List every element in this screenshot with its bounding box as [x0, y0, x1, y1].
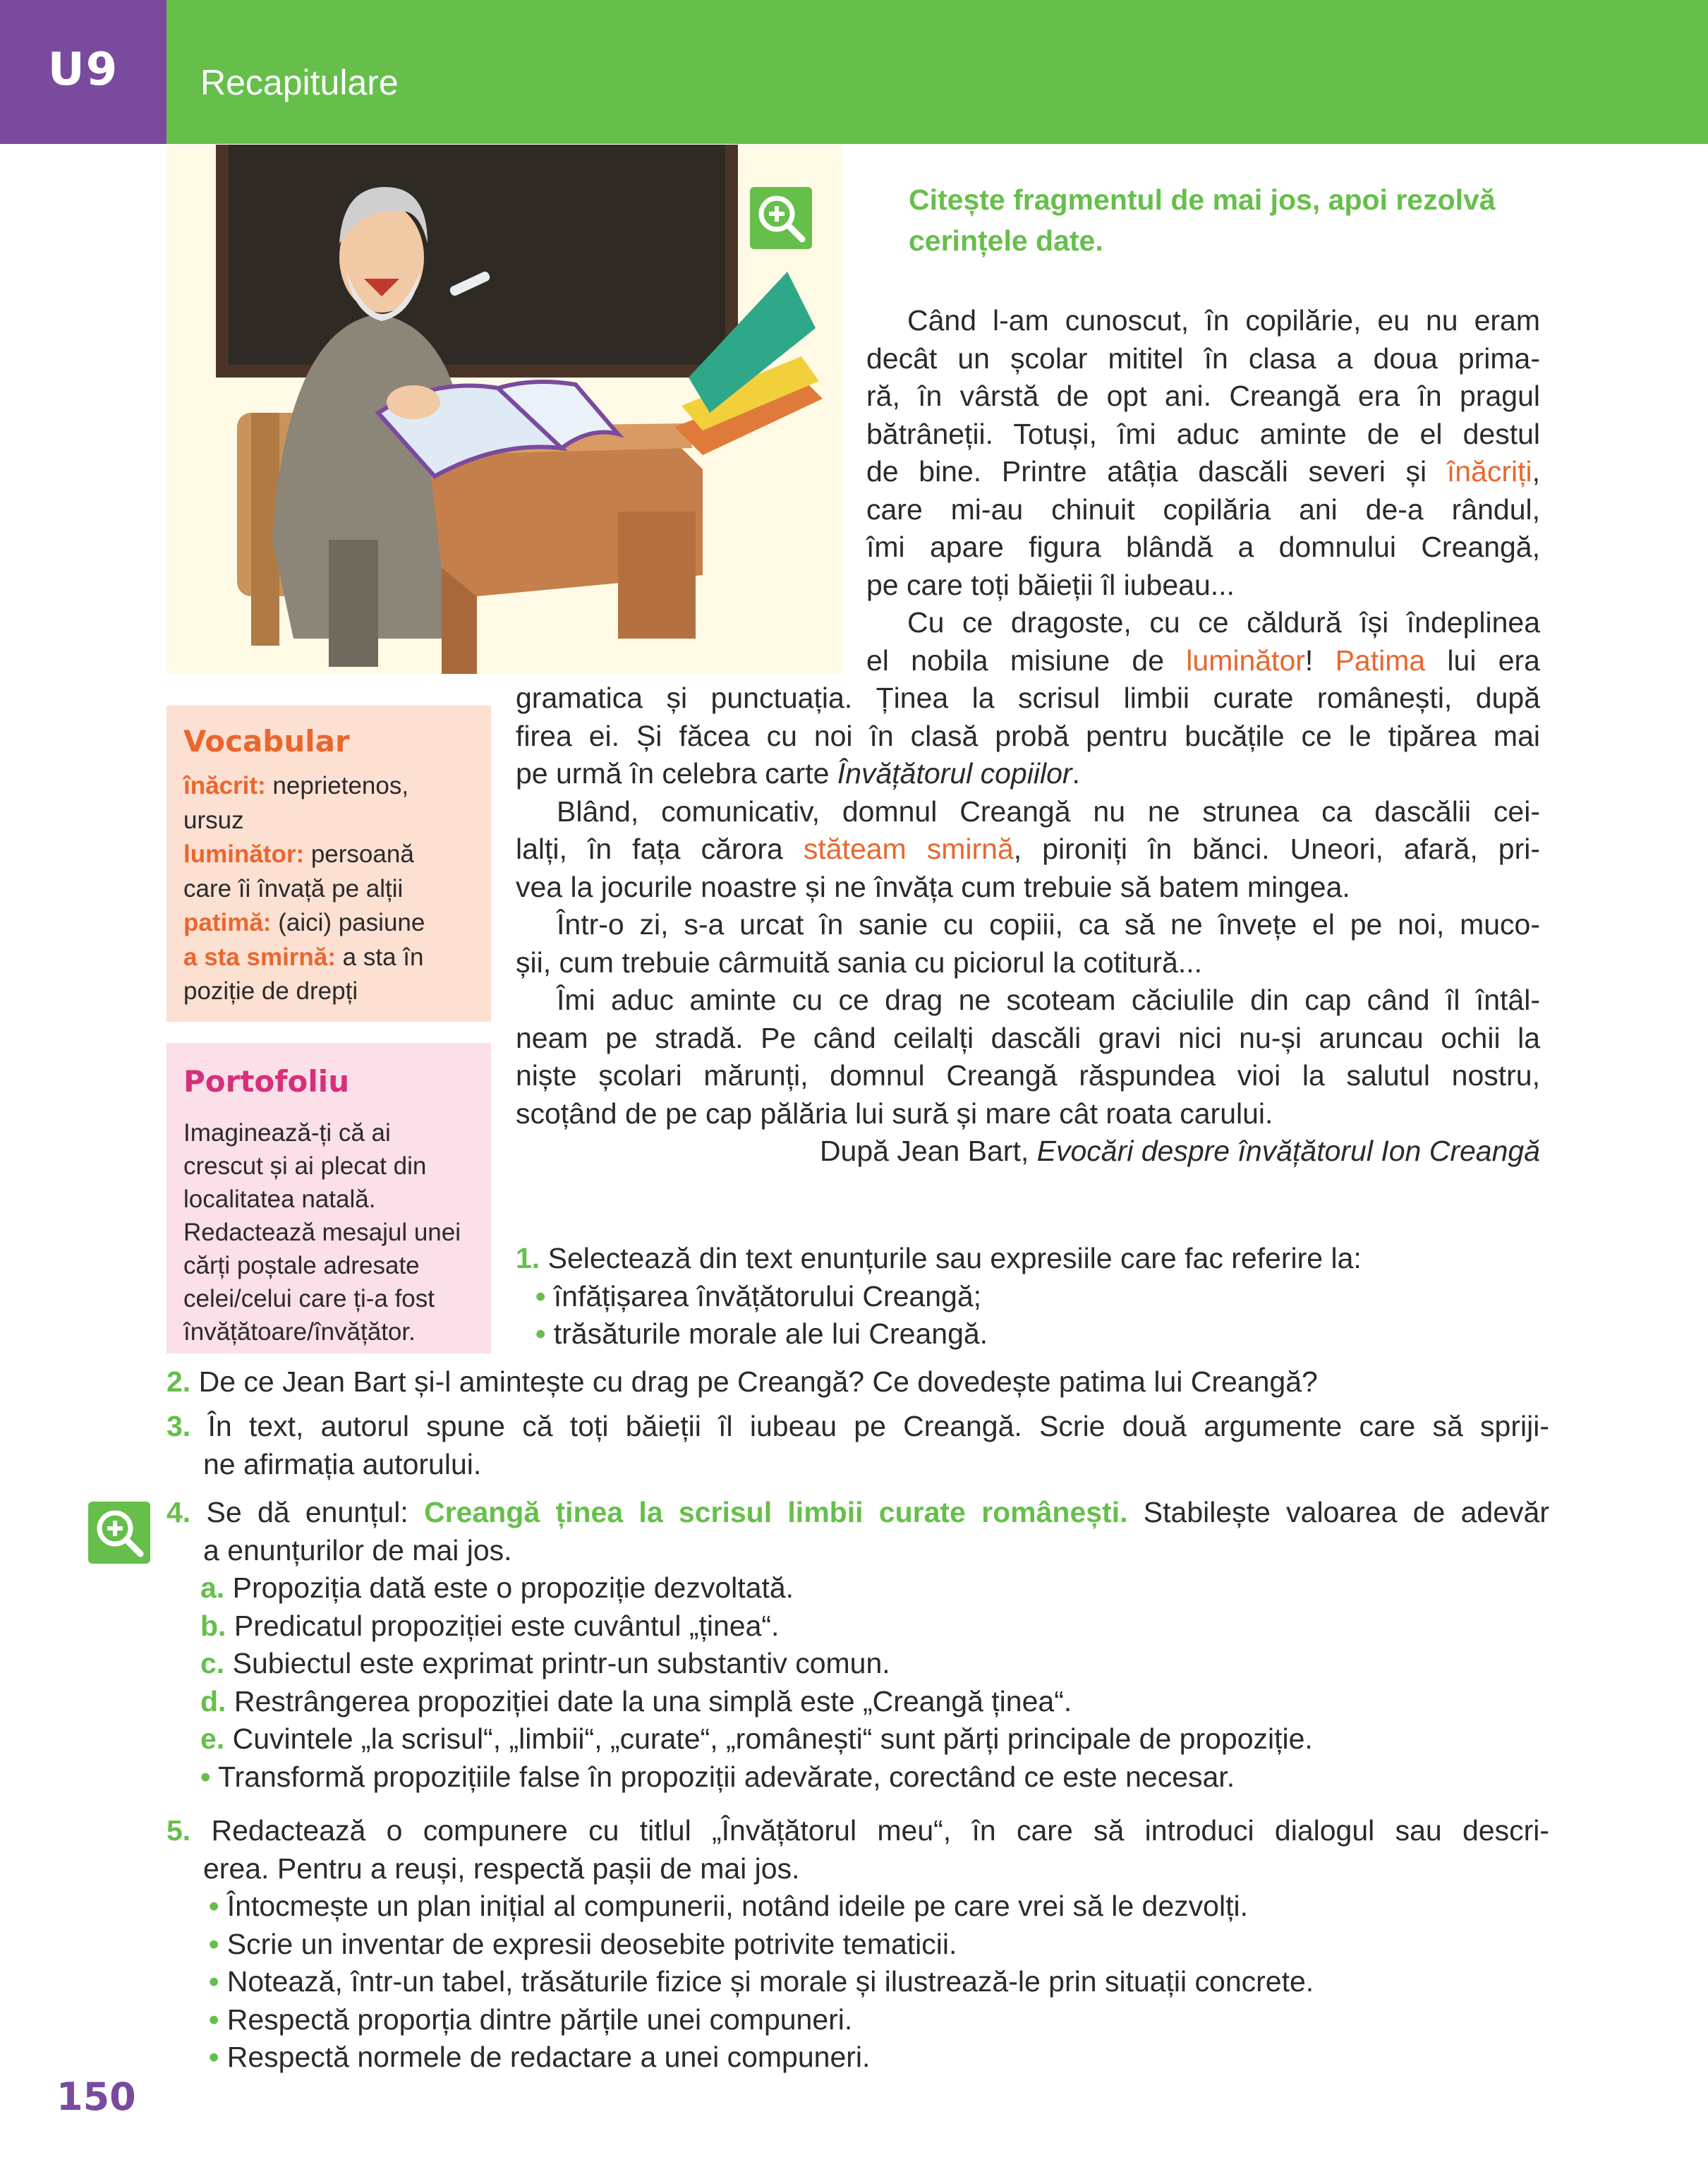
bullet-icon: • [209, 2041, 219, 2073]
text-line: îmi apare figura blândă a domnului Creangă, [866, 531, 1540, 563]
bullet-icon: • [535, 1317, 546, 1350]
text-line: lalți, în fața cărora stăteam smirnă, pironiți în bănci. Uneori, afară, pri- [516, 833, 1540, 865]
instruction-intro: Citește fragmentul de mai jos, apoi rezolvă cerințele date. [909, 183, 1496, 257]
zoom-in-icon[interactable] [88, 1502, 150, 1564]
zoom-in-icon[interactable] [750, 187, 812, 249]
reading-text-narrow [866, 302, 1540, 680]
teacher-illustration [166, 145, 842, 674]
text-line: ră, în vârstă de opt ani. Creangă era în pragul [866, 380, 1540, 412]
text-line: neam pe stradă. Pe când ceilalți dascăli gravi nici nu-și aruncau ochii la [516, 1021, 1540, 1054]
text-line: gramatica și punctuația. Ținea la scrisul limbii curate românești, după [516, 682, 1540, 714]
highlighted-sentence: Creangă ținea la scrisul limbii curate românești. [424, 1496, 1128, 1528]
text-line: decât un școlar mititel în clasa a doua prima- [866, 342, 1540, 375]
text-line: Când l-am cunoscut, în copilărie, eu nu eram [907, 304, 1540, 337]
question-2: 2. De ce Jean Bart și-l amintește cu drag pe Creangă? Ce dovedește patima lui Creangă? [166, 1365, 1318, 1398]
source-citation: După Jean Bart, Evocări despre învățătorul Ion Creangă [819, 1135, 1540, 1167]
vocabulary-box [166, 706, 491, 1022]
text-line: pe urmă în celebra carte Învățătorul copiilor. [516, 757, 1080, 790]
text-line: niște școlari mărunți, domnul Creangă răspundea vioi la salutul nostru, [516, 1059, 1540, 1092]
bullet-icon: • [209, 2003, 219, 2036]
vocab-word: Patima [1335, 644, 1426, 677]
text-line: pe care toți băieții îl iubeau... [866, 568, 1235, 601]
vocabulary-title: Vocabular [183, 724, 350, 759]
text-line: Cu ce dragoste, cu ce căldură își îndeplinea [907, 606, 1540, 639]
text-line: șii, cum trebuie cârmuită sania cu piciorul la cotitură... [516, 946, 1203, 979]
text-line: firea ei. Și făcea cu noi în clasă probă pentru bucățile ce le tipărea mai [516, 719, 1540, 752]
text-line: Într-o zi, s-a urcat în sanie cu copiii, ca să ne învețe el pe noi, muco- [557, 908, 1540, 941]
question-1: 1. Selectează din text enunțurile sau expresiile care fac referire la: • înfățișarea învățătorului Creangă; • trăsăturile morale ale lui Creangă. [516, 1242, 1362, 1350]
bullet-icon: • [535, 1279, 546, 1312]
teacher-at-desk-image [166, 145, 842, 674]
unit-label: U9 [47, 44, 119, 96]
text-line: vea la jocurile noastre și ne învăța cum trebuie să batem mingea. [516, 870, 1350, 903]
text-line: care mi-au chinuit copilăria ani de-a rândul, [866, 493, 1540, 526]
text-line: Blând, comunicativ, domnul Creangă nu ne strunea ca dascălii cei- [557, 795, 1540, 828]
bullet-icon: • [209, 1927, 219, 1960]
vocab-word: stăteam smirnă [803, 833, 1014, 865]
text-line: de bine. Printre atâția dascăli severi și înăcriți, [866, 455, 1540, 488]
vocabulary-list: înăcrit: neprietenos, ursuz luminător: persoană care îi învață pe alții patimă: (aici) pasiune a sta smirnă: a sta în poziție de drepți [183, 772, 425, 1005]
reading-text-wide [516, 680, 1540, 1171]
page-number: 150 [56, 2075, 136, 2119]
text-line: bătrâneții. Totuși, îmi aduc aminte de el destul [866, 417, 1540, 450]
page-title: Recapitulare [200, 63, 399, 102]
text-line: scoțând de pe cap pălăria lui sură și mare cât roata carului. [516, 1097, 1273, 1130]
vocab-word: înăcriți [1446, 455, 1532, 488]
text-line: Îmi aduc aminte cu ce drag ne scoteam căciulile din cap când îl întâl- [557, 984, 1540, 1016]
bullet-icon: • [200, 1760, 211, 1793]
bullet-icon: • [209, 1965, 219, 1998]
question-5: 5. Redactează o compunere cu titlul „Învățătorul meu“, în care să introduci dialogul sau descri- erea. Pentru a reuși, respectă pașii de mai jos. • Întocmește un plan inițial al compunerii, notând ideile pe care vrei să le dezvolți. • Scrie un inventar de expresii deosebite potrivite tematicii. • Notează, într-un tabel, trăsăturile fizice și morale și ilustrează-le prin situații concrete. • Respectă proporția dintre părțile unei compuneri. • Respectă normele de redactare a unei compuneri. [166, 1814, 1549, 2073]
text-line: el nobila misiune de luminător! Patima lui era [866, 644, 1540, 677]
bullet-icon: • [209, 1890, 219, 1922]
question-3: 3. În text, autorul spune că toți băieții îl iubeau pe Creangă. Scrie două argumente care să spriji- ne afirmația autorului. [166, 1410, 1549, 1480]
portfolio-text: Imaginează-ți că ai crescut și ai plecat din localitatea natală. Redactează mesajul unei cărți poștale adresate celei/celui care ți-a fost învățătoare/învățător. [183, 1119, 461, 1346]
portfolio-box [166, 1043, 491, 1353]
portfolio-title: Portofoliu [183, 1064, 350, 1099]
vocab-word: luminător [1186, 644, 1305, 677]
question-4: 4. Se dă enunțul: Creangă ținea la scrisul limbii curate românești. Stabilește valoarea de adevăr a enunțurilor de mai jos. a. Propoziția dată este o propoziție dezvoltată. b. Predicatul propoziției este cuvântul „ținea“. c. Subiectul este exprimat printr-un substantiv comun. d. Restrângerea propoziției date la una simplă este „Creangă ținea“. e. Cuvintele „la scrisul“, „limbii“, „curate“, „românești“ sunt părți principale de propoziție. • Transformă propozițiile false în propoziții adevărate, corectând ce este necesar. [166, 1496, 1549, 1793]
